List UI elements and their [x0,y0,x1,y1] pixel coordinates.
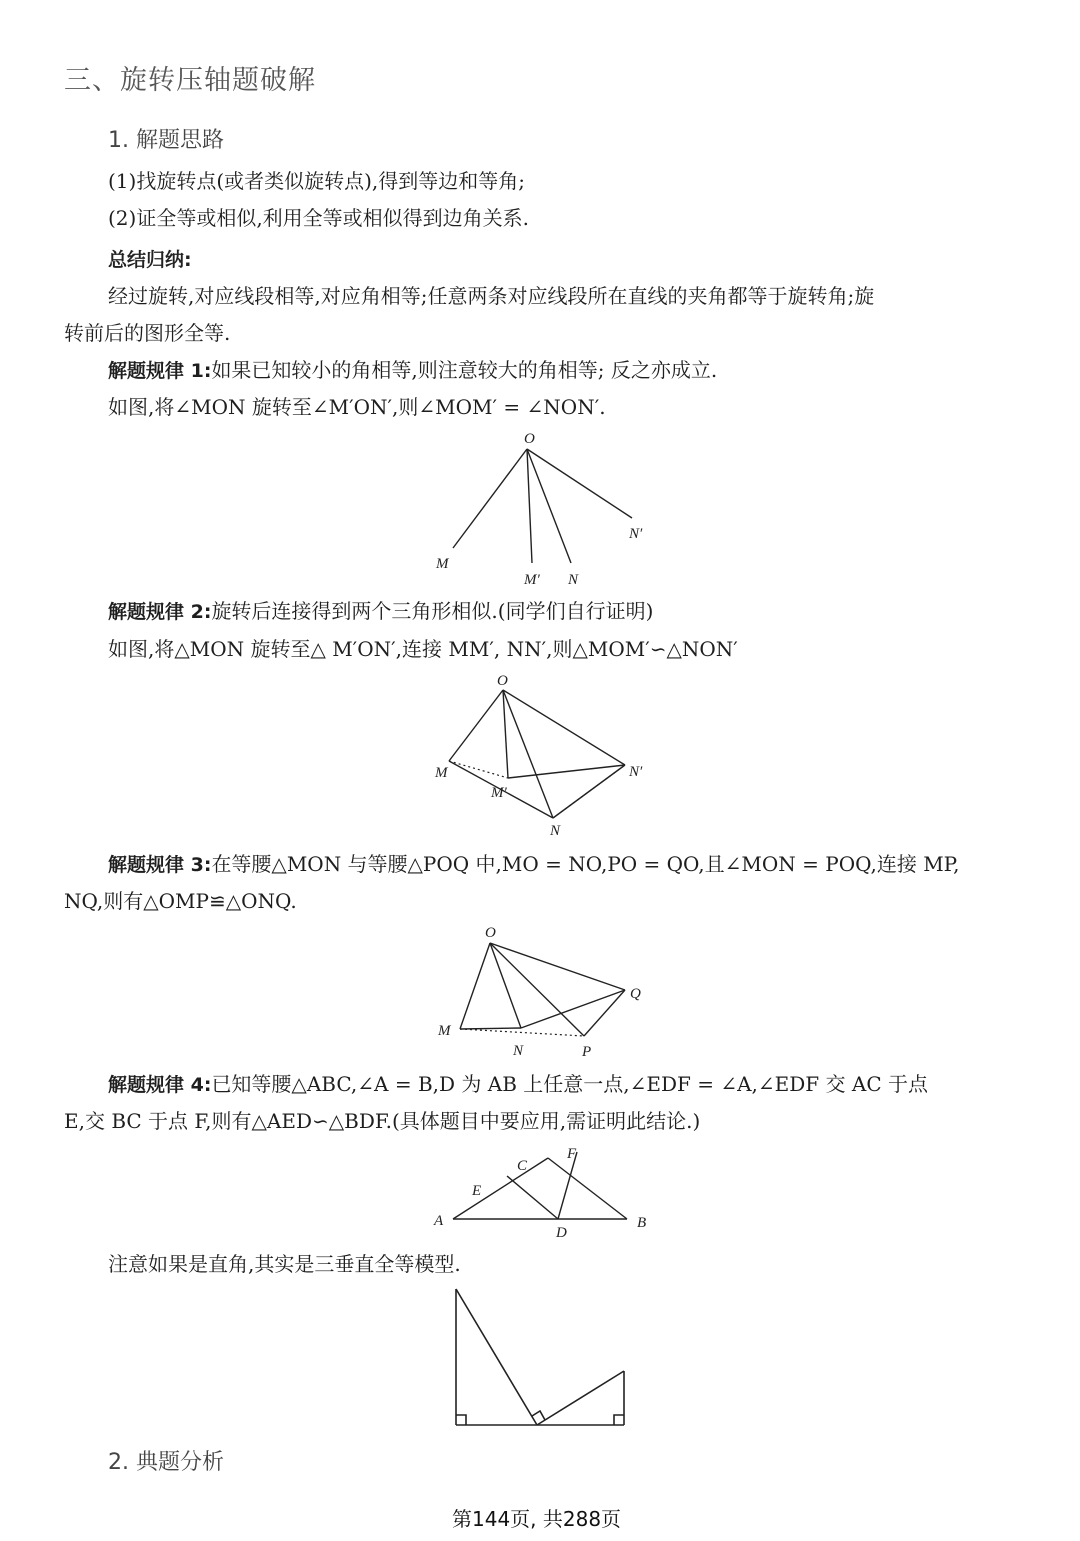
section-title: 三、旋转压轴题破解 [64,65,316,96]
label-P: P [582,1044,592,1060]
label-O: O [485,925,496,941]
rule-2-example: 如图,将△MON 旋转至△ M′ON′,连接 MM′, NN′,则△MOM′∽△NON′ [108,637,738,661]
rule-4-text: 已知等腰△ABC,∠A = B,D 为 AB 上任意一点,∠EDF = ∠A,∠EDF 交 AC 于点 [211,1072,928,1096]
summary-label: 总结归纳: [108,249,192,271]
label-N-prime: N′ [629,526,643,542]
label-N: N [568,572,579,588]
label-A: A [434,1213,444,1229]
label-M: M [435,765,448,781]
label-M: M [436,556,449,572]
label-D: D [556,1225,567,1241]
label-C: C [517,1158,528,1174]
label-M-prime: M′ [491,785,507,801]
label-O: O [524,431,535,447]
label-N: N [550,823,561,839]
rule-4-label: 解题规律 4: [108,1074,212,1096]
label-N: N [513,1043,524,1059]
label-O: O [497,673,508,689]
label-B: B [637,1215,647,1231]
rule-1-text: 如果已知较小的角相等,则注意较大的角相等; 反之亦成立. [211,358,718,382]
label-N-prime: N′ [629,764,643,780]
label-E: E [472,1183,482,1199]
note: 注意如果是直角,其实是三垂直全等模型. [108,1252,461,1276]
rule-3-text-2: NQ,则有△OMP≌△ONQ. [64,889,297,913]
step-2: (2)证全等或相似,利用全等或相似得到边角关系. [108,206,530,230]
rule-1-example: 如图,将∠MON 旋转至∠M′ON′,则∠MOM′ = ∠NON′. [108,395,606,419]
label-M-prime: M′ [524,572,540,588]
subsection-title-2: 2. 典题分析 [108,1450,224,1475]
step-1: (1)找旋转点(或者类似旋转点),得到等边和等角; [108,169,526,193]
rule-3-text: 在等腰△MON 与等腰△POQ 中,MO = NO,PO = QO,且∠MON = POQ,连接 MP, [211,852,960,876]
page-footer: 第144页, 共288页 [452,1507,622,1531]
summary-line-1: 经过旋转,对应线段相等,对应角相等;任意两条对应线段所在直线的夹角都等于旋转角;旋 [108,284,875,308]
rule-4-text-2: E,交 BC 于点 F,则有△AED∽△BDF.(具体题目中要应用,需证明此结论.) [64,1109,701,1133]
rule-1-label: 解题规律 1: [108,360,212,382]
label-Q: Q [630,986,641,1002]
rule-2-label: 解题规律 2: [108,601,212,623]
label-F: F [567,1146,577,1162]
summary-line-2: 转前后的图形全等. [64,321,231,345]
subsection-title-1: 1. 解题思路 [108,128,224,153]
rule-3-label: 解题规律 3: [108,854,212,876]
rule-2-text: 旋转后连接得到两个三角形相似.(同学们自行证明) [211,599,654,623]
label-M: M [438,1023,451,1039]
